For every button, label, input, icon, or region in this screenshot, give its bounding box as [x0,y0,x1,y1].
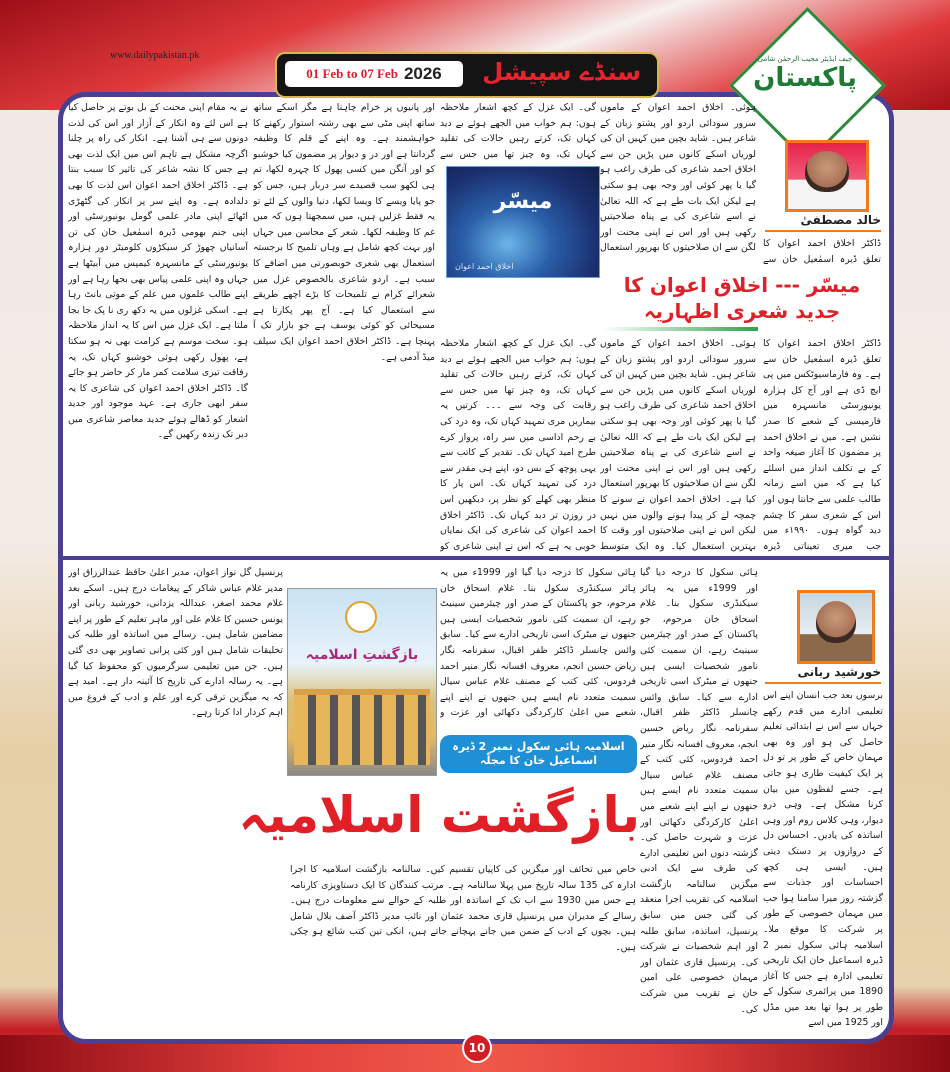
magazine-cover-title: بازگشتِ اسلامیہ [305,647,419,663]
article1-column-5: نے یہ مقام اپنی محنت کے بل بوتے پر حاصل کیا ہے اس لئے وہ انکار کے آزار اور اس کی لذت دونوں سے ہی آشنا ہے۔ انکار کی راہ پر چلنا اگرچہ مشکل ہے تاہم اس میں ایک لذت بھی ہے جس کا نشہ شاعر کی تاثیر کا سبب بنتا ہے۔ ڈاکٹر اخلاق احمد اعوان اس لذت کا بھی دلدادہ ہے۔ وہ اپنے سر پر انکار کی گٹھڑی اٹھائے اپنی مادر علمی گومل یونیورسٹی اور اپنی جنم بھومی ڈیرہ اسمٰعیل خان کی تن آسانیاں چھوڑ کر سیکڑوں کلومیٹر دور ہزارہ یونیورسٹی کے مانسہرہ کیمپس میں آبیٹھا ہے جہاں وہ اپنی علمی پیاس بھی بجھا رہا ہے اور اپنے طالب علموں میں علم کے موتی بانٹ رہا ہے۔ اسکی غزلوں میں یہ دکھ ری نا پک جا بجا ملتا ہے۔ ایک غزل میں اس کا یہ انداز ملاحظہ ہو۔ سخت موسم ہے کرامت بھی نہ ہو سکتا ہے، پھول رکھی ہوئی خوشبو کہاں تک، یہ رفاقت تیری سلامت کمر مار کر حاضر ہو جائے گا۔ ڈاکٹر اخلاق احمد اعوان کی شاعری کا یہ سفر ابھی جاری ہے۔ عہد موجود اور جدید اشعار کو ڈھالے ہوئے جدید معاصر شاعری میں دیر تک زندہ رکھیں گے۔ [68,102,248,441]
author-name-khurshid: خورشید ربانی [765,664,881,684]
school-seal-icon [345,601,377,633]
article2-title: بازگشت اسلامیہ [238,786,640,844]
article2-column-3: خاص میں تحائف اور میگزین کی کاپیاں تقسیم کیں۔ سالنامہ بازگشت اسلامیہ کا اجرا ادارہ کی 135 سالہ تاریخ میں پہلا سالنامہ ہے۔ مرتب کنندگان کا ایک دستاویزی کارنامہ ہے جس میں 1930 سے اب تک کے اساتذہ اور طلبہ کے حوالے سے معلومات درج ہیں۔ رسالے کے مدیران میں پرنسپل قاری محمد عثمان اور نائب مدیر ڈاکٹر آصف بلال شامل ہیں۔ بچوں کے ادب کے ضمن میں جانے پہچانے جاتے ہیں، انکی تین کتب شائع ہو چکی ہیں۔ [290,864,636,953]
article2-column-2b: ہائی سکول کا درجہ دیا گیا اور 1999ء میں یہ ہائر سیکنڈری سکول بنا۔ غلام اسحاق خان مرحوم، جو پاکستان کے صدر اور چیئرمین سینیٹ رہے، ان سمیت کئی نامور شخصیات ایسی ہیں جنھوں نے میٹرک اسی تاریخی ادارے سے کیا۔ سابق وائس چانسلر ڈاکٹر ظفر اقبال، سفرنامہ نگار ریاض حسین انجم، معروف افسانہ نگار منیر احمد فردوس، کئی کتب کے مصنف غلام عباس سیال سمیت متعدد نام ایسے ہیں جنھوں نے اپنے اپنے شعبے میں اعلیٰ کارکردگی دکھائی اور عزت و شہرت حاصل کی۔ گزشتہ دنوں اس تعلیمی ادارے کی طرف سے ایک ادبی میگزین سالنامہ بازگشت اسلامیہ کی تقریب اجرا منعقد کی گئی جس میں سابق پرنسپل، اساتذہ، سابق طلبہ اور اہم شخصیات نے شرکت کی۔ پرنسپل قاری عثمان اور مہمان خصوصی علی امین خان نے تقریب میں شرکت کی۔ [640,567,758,1015]
magazine-cover-image [287,588,437,776]
book-title: میسّر [493,189,553,214]
article1-headline: میسّر --- اخلاق اعوان کا جدید شعری اظہاریہ [623,273,861,323]
article1-column-4: اور پانیوں پر خرام چاہتا ہے مگر اسکے ساتھ ساتھ اپنی مٹی سے بھی رشتہ استوار رکھنے کا خواہشمند ہے۔ وہ اپنے کے قلم کا وظیفہ گردانتا ہے اور در و دیوار پر مضمون کیا خوشبو کو اور آنگن میں کسی پھول کا چہرہ لکھا، تم ہی لکھو سب قصیدے سر دربار ہیں، جس کو جو پایا ویسے کا ویسا لکھا، دنیا والوں کے لئے تو یہ فقط غزلیں ہیں، میں سمجھتا ہوں کہ میں غم کا وظیفہ لکھا۔ شعر کے محاسن میں جہاں اور بہت کچھ شامل ہے وہاں تلمیح کا برجستہ استعمال بھی شعری خوبصورتی میں اضافے کا سبب ہے۔ اردو شاعری بالخصوص غزل میں شعرائے کرام نے تلمیحات کا بڑے اچھے طریقے سے استعمال کیا ہے۔ آج پھر پکارتا ہے مسیحائی کو کوئی یوسف ہے جو بازار تک آ پہنچا ہے۔ ڈاکٹر اخلاق احمد اعوان ایک سیلف میڈ آدمی ہے۔ [253,102,435,363]
site-url[interactable]: www.dailypakistan.pk [110,50,200,61]
page-number: 10 [462,1033,492,1063]
author-name-khalid: خالد مصطفیٰ [765,212,881,232]
article1-column-2a: ہوئی۔ اخلاق احمد اعوان کے ماموں سرور سودائی اردو اور پشتو زبان کے شاعر ہیں۔ شاید بچپن میں کہیں ان کی لوریاں اسکے کانوں میں پڑیں جن سے اخلاق احمد شاعری کی طرف راغب ہو گیا یا پھر کوئی اور وجہ بھی ہو سکتی ہے لیکن ایک بات طے ہے کہ اللہ تعالیٰ نے اسے شاعری کی بے پناہ صلاحیتیں رکھی ہیں اور اس نے اپنی محنت اور لگن سے ان صلاحیتوں کا بھرپور استعمال [600,102,756,254]
issue-header [275,52,659,98]
author-photo-khalid [785,140,869,212]
author-face [816,601,856,643]
article1-column-3: گی۔ ایک غزل کے کچھ اشعار ملاحظہ ہوں: ہم خواب میں الجھے ہوئے بے دید کہاں تک، کرتے رہیں حالات کی تقلید کہاں تک، وہ چیز تھا میں جس سے رقابت کی وجہ سے ۔۔۔ کرتیں یہ بیماریں مری تمہید کہاں تک، وہ درد کی بے رحم اداسی میں سر راہ، پرواز کرے طرح امید کہاں تک۔ تقدیر کے کاتب سے یہی پوچھ کے بس دو، اپنے ہی مقدر سے درد کی تمہید کہاں تک۔ اس پار کا منظر بھی کھلے کو نظر پر، دیکھیں اس در روزن تر دید کہاں تک۔ ڈاکٹر اخلاق احمد اعوان کی شاعری کی ایک نمایاں خوبی یہ ہے کہ اس نے اپنی شاعری کو [440,338,596,552]
school-building-image [294,689,430,765]
date-box [285,61,463,87]
article1-column-2b: ہوئی۔ اخلاق احمد اعوان کے ماموں سرور سودائی اردو اور پشتو زبان کے شاعر ہیں۔ شاید بچپن میں کہیں ان کی لوریاں اسکے کانوں میں پڑیں جن سے اخلاق احمد شاعری کی طرف راغب ہو گیا یا پھر کوئی اور وجہ بھی ہو سکتی ہے لیکن ایک بات طے ہے کہ اللہ تعالیٰ نے اسے شاعری کی بے پناہ صلاحیتیں رکھی ہیں اور اس نے اپنی محنت اور لگن سے ان صلاحیتوں کا بھرپور استعمال کیا ہے۔ اخلاق احمد اعوان نے سونے کا چمچہ لے کر پیدا ہونے والوں میں نہیں لیکن اس نے اپنی صلاحیتوں اور وقت کا بہترین استعمال کیا۔ وہ ایک متوسط [600,338,756,552]
article1-column-3-top: گی۔ ایک غزل کے کچھ اشعار ملاحظہ ہوں: ہم خواب میں الجھے ہوئے بے دید کہاں تک، کرتے رہیں حالات کی تقلید کہاں تک، وہ چیز تھا میں جس سے [440,102,596,160]
article1-column-1: ڈاکٹر اخلاق احمد اعوان کا تعلق ڈیرہ اسمٰعیل خان سے [763,238,881,265]
date-range: 01 Feb to 07 Feb [306,66,398,81]
article1-column-1b: ڈاکٹر اخلاق احمد اعوان کا تعلق ڈیرہ اسمٰعیل خان سے ہے۔ وہ فارماسیوٹکس میں پی ایچ ڈی ہے اور آج کل ہزارہ یونیورسٹی مانسہرہ میں فارمیسی کے شعبے کا صدر نشیں ہے۔ میں نے اخلاق احمد پر مضمون کا آغاز صیغہ واحد کے بے تکلف انداز میں اسلئے کیا ہے کہ میں اسے زمانہ طالب علمی سے جانتا ہوں اور اس کے شعری سفر کا چشم دید گواہ ہوں۔ ۱۹۹۰ء میں جب میری تعیناتی ڈیرہ [763,338,881,552]
issue-year: 2026 [403,64,442,83]
headline-underline [603,327,758,331]
article2-column-4: پرنسپل گل نواز اعوان، مدیر اعلیٰ حافظ عبدالرزاق اور مدیر غلام عباس شاکر کے پیغامات درج ہیں۔ اسکے بعد غلام محمد اصغر، عبداللہ یزدانی، خورشید ربانی اور یونس حسین کا غلام علی اور ماہر تعلیم کے طور پر اپنے مضامین شامل ہیں۔ رسالے میں اساتذہ اور طلبہ کی تخلیقات شامل ہیں اور کئی پرانی تصاویر بھی دی گئی ہیں۔ جن میں تعلیمی سرگرمیوں کو محفوظ کیا گیا ہے۔ یہ رسالہ ادارے کی تاریخ کا آئینہ دار ہے۔ امید ہے کہ یہ میگزین ترقی کرے اور علم و ادب کے فروغ میں اہم کردار ادا کرتا رہے۔ [68,567,283,719]
author-face [805,151,849,192]
book-author: اخلاق احمد اعوان [455,262,514,271]
logo-name: پاکستان [753,63,857,93]
article2-caption: اسلامیہ ہائی سکول نمبر 2 ڈیرہ اسماعیل خان کا مجلّہ [440,735,637,773]
logo-tagline: چیف ایڈیٹر مجیب الرحمٰن شامی [757,55,853,63]
article2-column-2: ہائی سکول کا درجہ دیا گیا اور 1999ء میں یہ ہائر سیکنڈری سکول بنا۔ غلام اسحاق خان مرحوم، جو پاکستان کے صدر اور چیئرمین سینیٹ رہے، ان سمیت کئی نامور شخصیات ایسی ہیں جنھوں نے میٹرک اسی تاریخی ادارے سے کیا۔ سابق وائس چانسلر ڈاکٹر ظفر اقبال، سفرنامہ نگار ریاض حسین انجم، معروف افسانہ نگار منیر احمد فردوس، کئی کتب کے مصنف غلام عباس سیال سمیت متعدد نام ایسے ہیں جنھوں نے اپنے اپنے شعبے میں اعلیٰ کارکردگی دکھائی اور عزت و [440,567,636,719]
book-cover-image [446,166,600,278]
section-divider [63,556,889,560]
author-photo-khurshid [797,590,875,664]
newspaper-logo [745,55,865,93]
section-title: سنڈے سپیشل [482,58,641,86]
article2-column-1: برسوں بعد جب انسان اپنے اس تعلیمی ادارے میں قدم رکھے جہاں سے اس نے ابتدائی تعلیم حاصل کی ہو اور وہ بھی مہمان خاص کے طور پر تو دل پر ایک کیفیت طاری ہو جاتی ہے۔ جسے لفظوں میں بیان کرنا مشکل ہے۔ وہی درو دیوار، وہی کلاس روم اور وہی اساتذہ کی یادیں۔ احساس دل کے دروازوں پر دستک دیتی ہیں۔ ایسی ہی کچھ احساسات اور جذبات سے گزشتہ روز میرا سامنا ہوا جب میں مہمان خصوصی کے طور پر شرکت کا موقع ملا۔ اسلامیہ ہائی سکول نمبر 2 ڈیرہ اسماعیل خان ایک تاریخی تعلیمی ادارہ ہے جس کا آغاز 1890 میں پرائمری سکول کے طور پر ہوا تھا بعد میں مڈل اور 1925 میں اسے [763,690,883,1029]
